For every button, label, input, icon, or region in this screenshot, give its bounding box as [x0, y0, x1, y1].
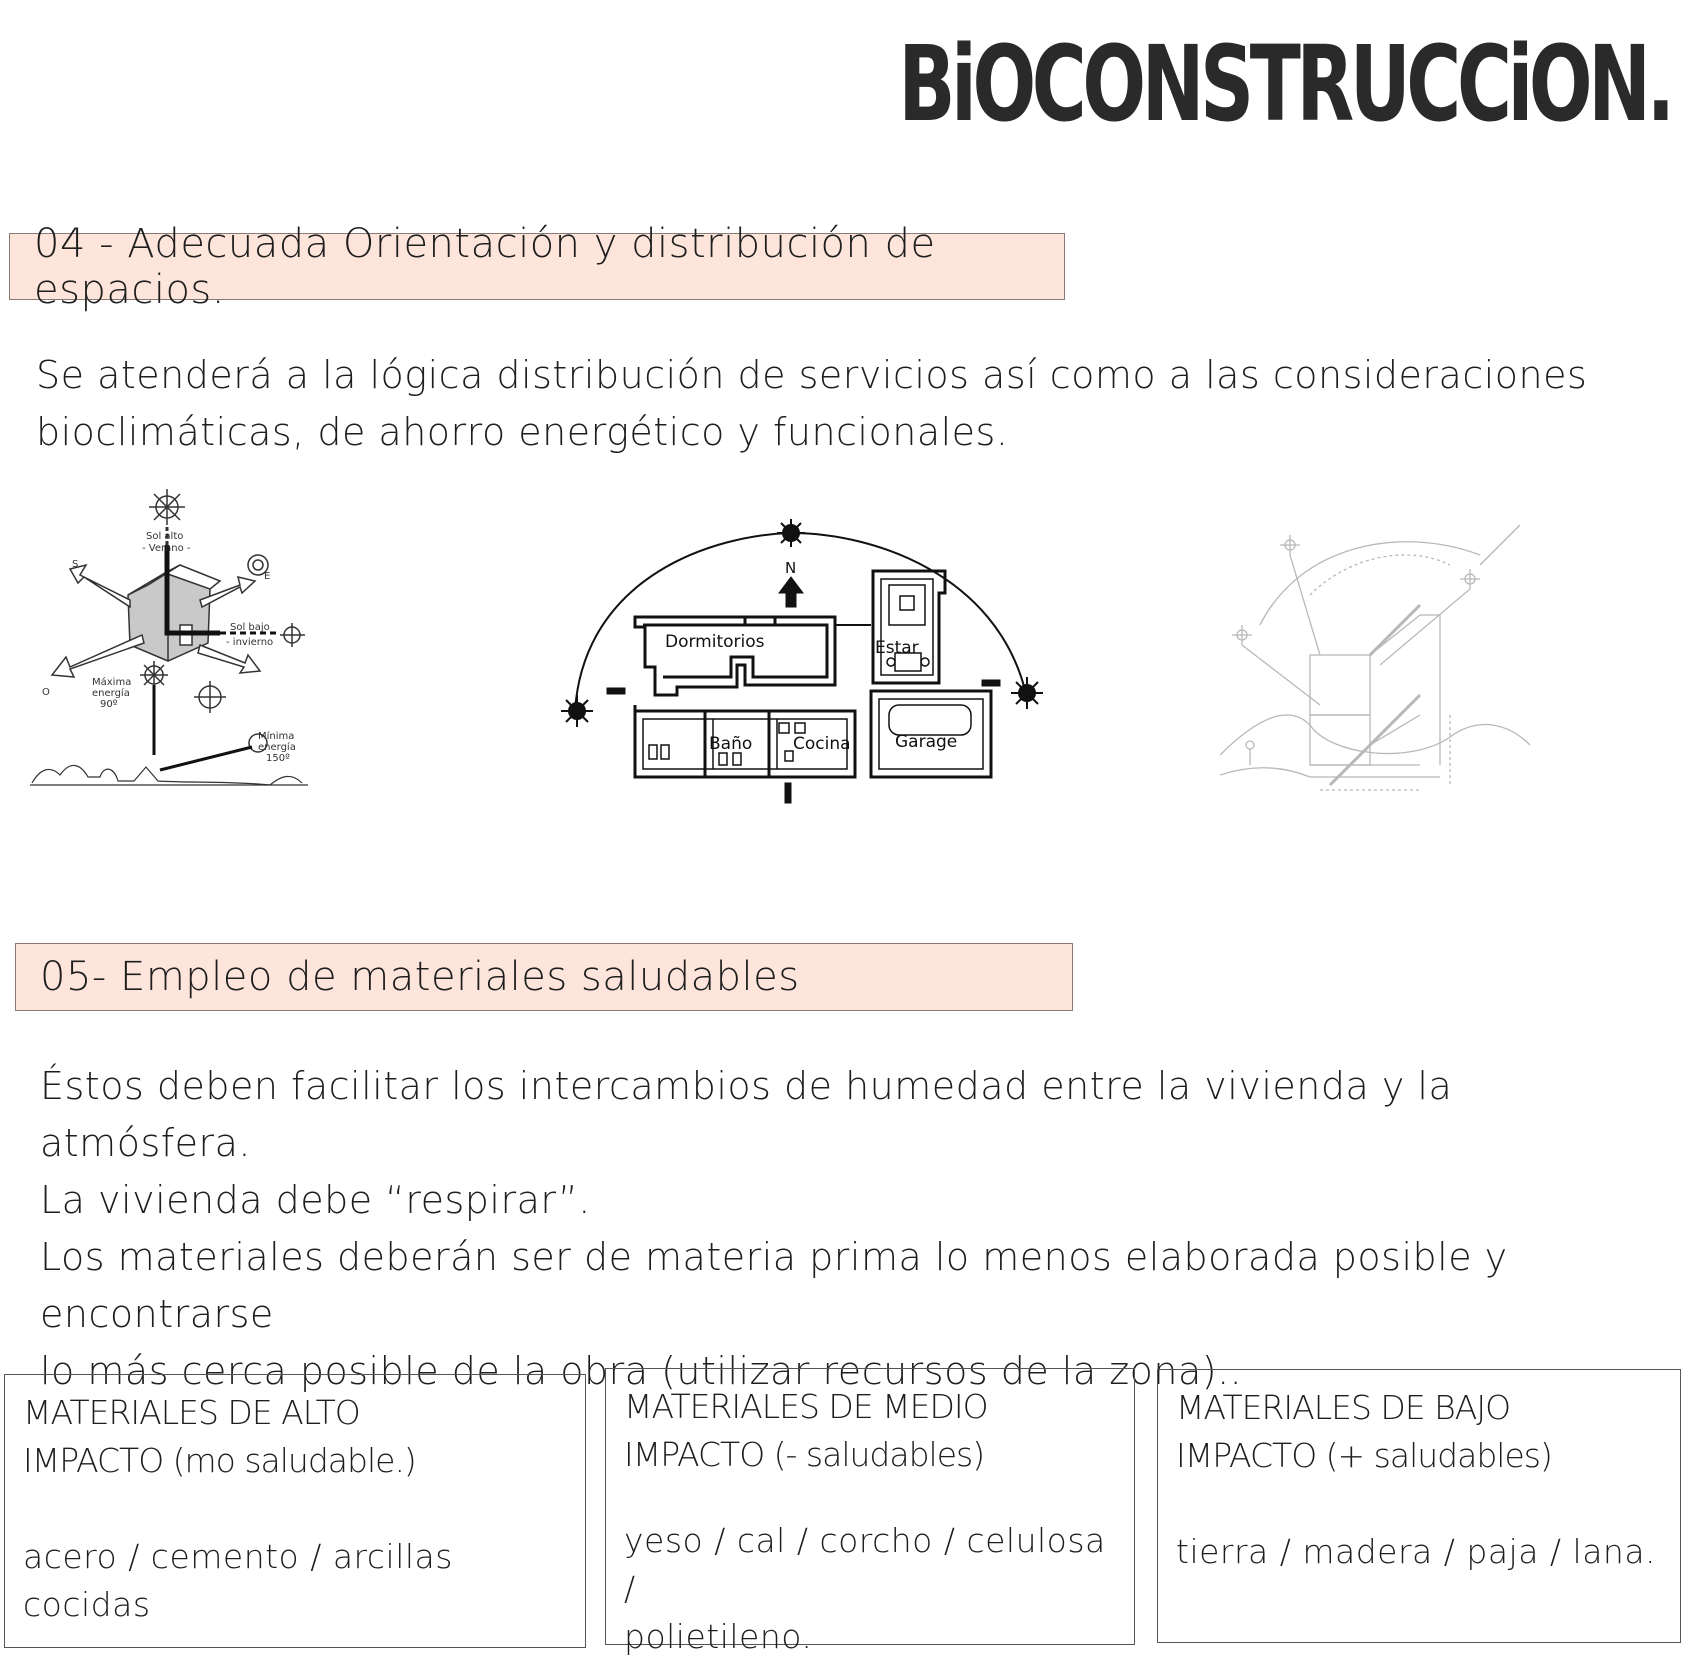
label-garage: Garage — [895, 732, 958, 752]
north-arrow-icon — [779, 577, 803, 607]
box-items-line: tierra / madera / paja / lana. — [1176, 1532, 1657, 1571]
label-dormitorios: Dormitorios — [665, 632, 765, 652]
box-title — [23, 1389, 567, 1485]
box-title-line: MATERIALES DE BAJO — [1176, 1388, 1511, 1427]
solar-orientation-diagram — [30, 485, 310, 800]
label-maxima: Máxima — [92, 677, 132, 688]
box-title — [1176, 1384, 1662, 1480]
sun-faint-icon — [1280, 535, 1300, 555]
materials-medium-impact-box — [605, 1368, 1135, 1656]
paragraph-line: Se atenderá a la lógica distribución de servicios así como a las consideraciones — [36, 353, 1588, 397]
floor-plan-diagram — [555, 515, 1055, 805]
page-title: BiOCONSTRUCCiON. — [898, 23, 1671, 145]
box-title — [624, 1383, 1116, 1479]
paragraph-line: Los materiales deberán ser de materia prima lo menos elaborada posible y encontrarse — [40, 1235, 1508, 1336]
section-paragraph-05 — [40, 1058, 1640, 1400]
box-title-line: IMPACTO (- saludables) — [624, 1435, 985, 1474]
label-sol-alto: Sol alto — [146, 531, 184, 542]
label-sol-bajo: Sol bajo — [230, 622, 270, 633]
sun-top-icon — [777, 519, 805, 547]
sun-west-icon — [561, 695, 593, 727]
sun-high-icon — [149, 489, 185, 525]
section-heading-05: 05- Empleo de materiales saludables — [15, 943, 1073, 1011]
label-minima-energia: energía — [258, 742, 296, 753]
paragraph-line: bioclimáticas, de ahorro energético y funcionales. — [36, 410, 1009, 454]
box-items — [23, 1533, 567, 1629]
house-icon — [128, 565, 220, 661]
sun-east-icon — [1011, 677, 1043, 709]
box-items-line: acero / cemento / arcillas cocidas — [23, 1537, 453, 1624]
box-title-line: MATERIALES DE ALTO — [23, 1393, 360, 1432]
label-verano: - Verano - — [142, 543, 191, 554]
label-cocina: Cocina — [793, 734, 851, 754]
box-title-line: IMPACTO (+ saludables) — [1176, 1436, 1552, 1475]
label-o: O — [42, 687, 50, 698]
section-heading-04: 04 - Adecuada Orientación y distribución de espacios. — [9, 233, 1065, 300]
sun-min-energy-icon — [194, 681, 226, 713]
label-maxima-deg: 90º — [100, 699, 118, 710]
paragraph-line: La vivienda debe “respirar”. — [40, 1178, 591, 1222]
sun-max-energy-icon — [140, 661, 168, 689]
box-title-line: IMPACTO (mo saludable.) — [23, 1441, 416, 1480]
sun-faint-icon — [1460, 569, 1480, 589]
label-bano: Baño — [709, 734, 753, 754]
box-title-line: MATERIALES DE MEDIO — [624, 1387, 988, 1426]
label-north: N — [785, 559, 797, 577]
label-e: E — [264, 571, 271, 582]
sun-low-icon — [280, 623, 305, 647]
label-minima-deg: 150º — [266, 753, 290, 764]
label-estar: Estar — [875, 638, 919, 658]
materials-high-impact-box — [4, 1374, 586, 1648]
section-paragraph-04 — [36, 347, 1596, 461]
label-invierno: - invierno — [226, 637, 274, 648]
label-s: S — [72, 559, 79, 570]
paragraph-line: Éstos deben facilitar los intercambios de humedad entre la vivienda y la atmósfera. — [40, 1064, 1453, 1165]
box-items-line: yeso / cal / corcho / celulosa / — [624, 1521, 1106, 1608]
sun-faint-icon — [1232, 625, 1252, 645]
label-maxima-energia: energía — [92, 688, 130, 699]
box-items-line: polietileno. — [624, 1617, 813, 1656]
box-items — [1176, 1528, 1662, 1576]
box-items — [624, 1517, 1116, 1661]
label-minima: Mínima — [258, 731, 295, 742]
paragraph-line: lo más cerca posible de la obra (utilizar recursos de la zona).. — [40, 1349, 1243, 1393]
bioclimatic-section-diagram — [1220, 515, 1540, 815]
materials-low-impact-box — [1157, 1369, 1681, 1643]
